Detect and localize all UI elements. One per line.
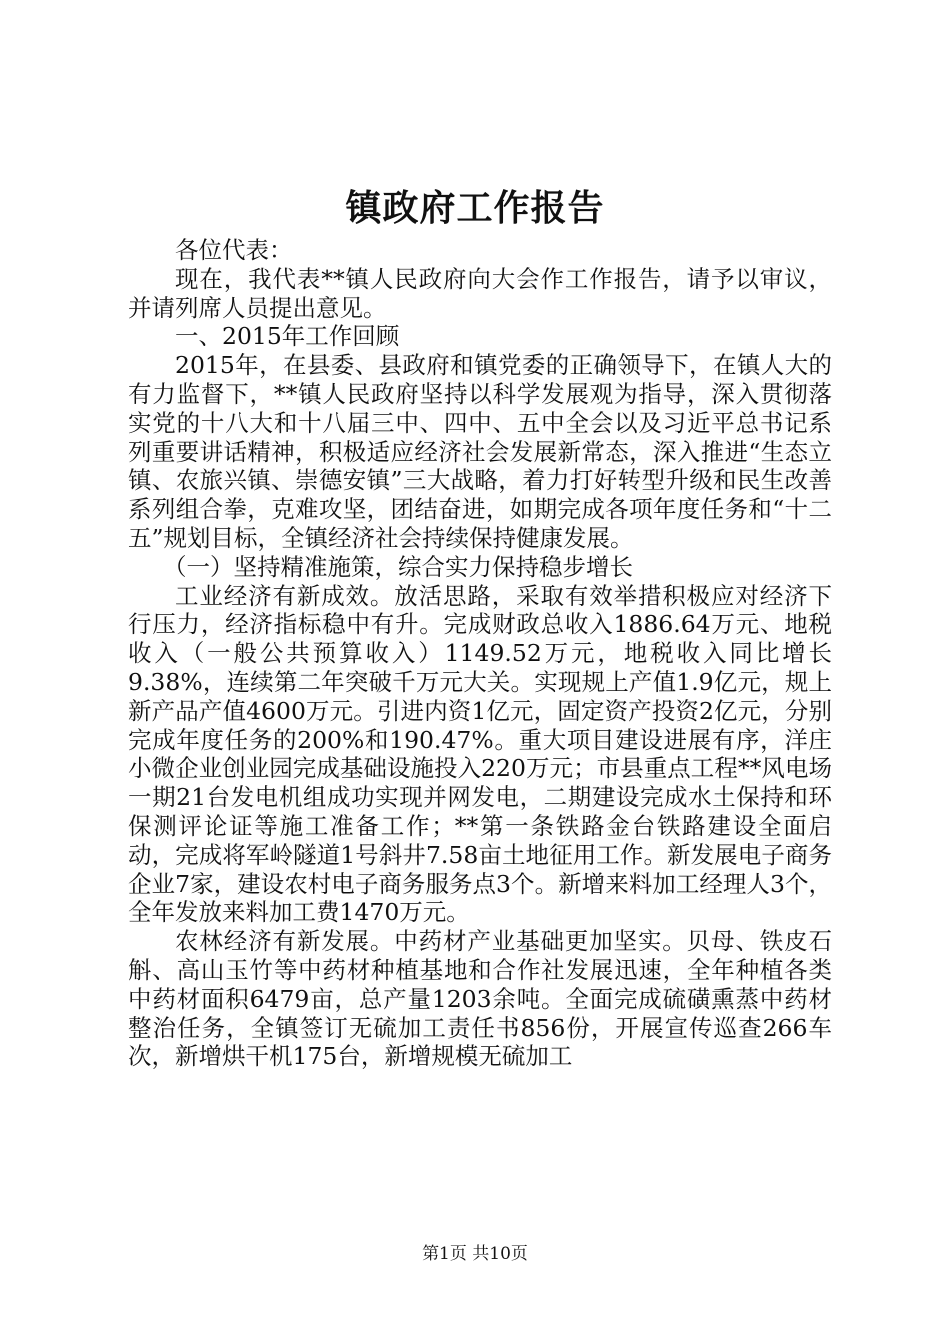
paragraph-industry: 工业经济有新成效。放活思路，采取有效举措积极应对经济下行压力，经济指标稳中有升。完成财政总收入1886.64万元、地税收入（一般公共预算收入）1149.52万元，地税收入同比增长9.38%，连续第二年突破千万元大关。实现规上产值1.9亿元，规上新产品产值4600万元。引进内资1亿元，固定资产投资2亿元，分别完成年度任务的200%和190.47%。重大项目建设进展有序，洋庄小微企业创业园完成基础设施投入220万元；市县重点工程**风电场一期21台发电机组成功实现并网发电，二期建设完成水土保持和环保测评论证等施工准备工作；**第一条铁路金台铁路建设全面启动，完成将军岭隧道1号斜井7.58亩土地征用工作。新发展电子商务企业7家，建设农村电子商务服务点3个。新增来料加工经理人3个，全年发放来料加工费1470万元。 [128, 581, 832, 927]
page-footer: 第1页 共10页 [422, 1244, 528, 1264]
subsection-heading: （一）坚持精准施策，综合实力保持稳步增长 [163, 552, 633, 581]
document-body [128, 236, 832, 1071]
document-title: 镇政府工作报告 [345, 187, 605, 229]
paragraph-overview: 2015年，在县委、县政府和镇党委的正确领导下，在镇人大的有力监督下，**镇人民政府坚持以科学发展观为指导，深入贯彻落实党的十八大和十八届三中、四中、五中全会以及习近平总书记系列重要讲话精神，积极适应经济社会发展新常态，深入推进“生态立镇、农旅兴镇、崇德安镇”三大战略，着力打好转型升级和民生改善系列组合拳，克难攻坚，团结奋进，如期完成各项年度任务和“十二五”规划目标，全镇经济社会持续保持健康发展。 [128, 351, 832, 552]
paragraph-intro: 现在，我代表**镇人民政府向大会作工作报告，请予以审议，并请列席人员提出意见。 [128, 264, 832, 322]
section-heading: 一、2015年工作回顾 [175, 322, 400, 351]
paragraph-agriculture: 农林经济有新发展。中药材产业基础更加坚实。贝母、铁皮石斛、高山玉竹等中药材种植基地和合作社发展迅速，全年种植各类中药材面积6479亩，总产量1203余吨。全面完成硫磺熏蒸中药材整治任务，全镇签订无硫加工责任书856份，开展宣传巡查266车次，新增烘干机175台，新增规模无硫加工 [128, 927, 832, 1071]
salutation: 各位代表： [175, 236, 293, 264]
